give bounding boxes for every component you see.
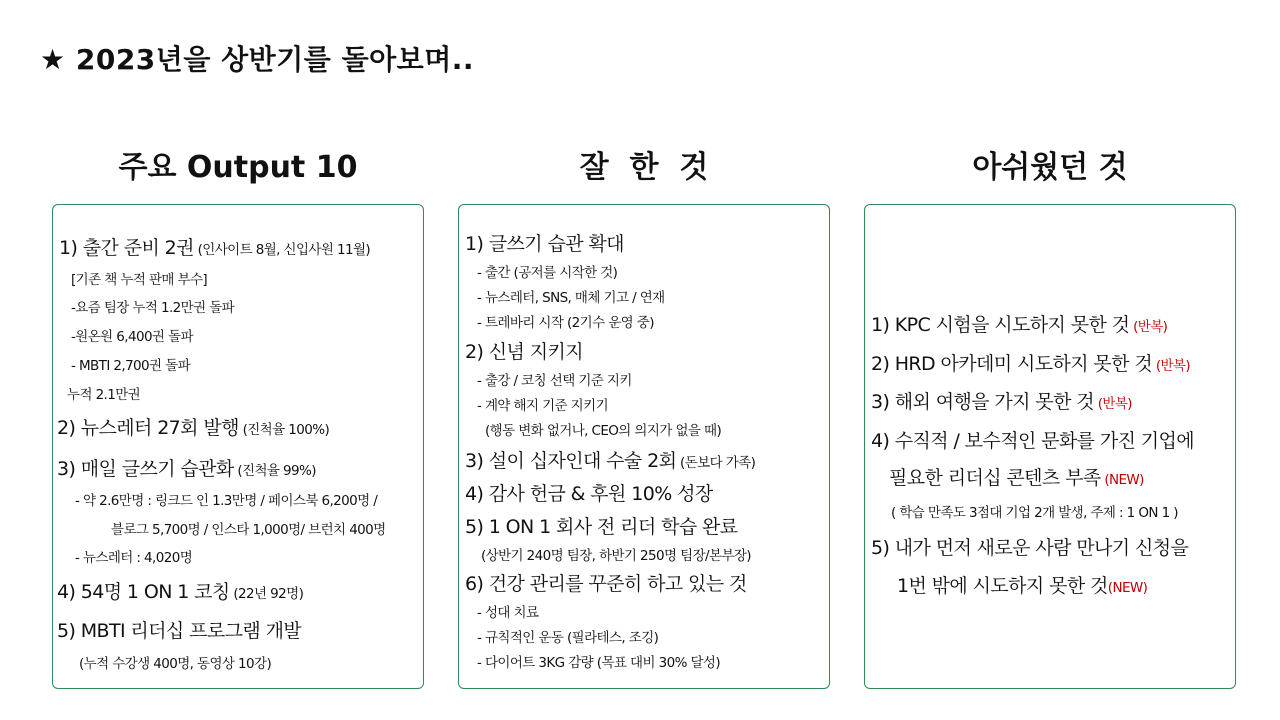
- list-item: -요즘 팀장 누적 1.2만권 돌파: [71, 300, 235, 316]
- list-item: - 다이어트 3KG 감량 (목표 대비 30% 달성): [477, 655, 721, 671]
- regrets-box: [864, 204, 1236, 689]
- list-item: 2) 신념 지키지: [465, 341, 583, 363]
- list-item: ( 학습 만족도 3점대 기업 2개 발생, 주제 : 1 ON 1 ): [891, 505, 1178, 521]
- list-item: 4) 감사 헌금 & 후원 10% 성장: [465, 483, 713, 505]
- list-item: 1) 출간 준비 2권 (인사이트 8월, 신입사원 11월): [59, 237, 371, 259]
- list-item: 1번 밖에 시도하지 못한 것(NEW): [897, 575, 1148, 597]
- column-heading-output: 주요 Output 10: [118, 150, 358, 185]
- list-item: 3) 설이 십자인대 수술 2회 (돈보다 가족): [465, 450, 756, 472]
- list-item: 필요한 리더십 콘텐츠 부족 (NEW): [889, 467, 1144, 489]
- list-item: 4) 54명 1 ON 1 코칭 (22년 92명): [57, 581, 304, 603]
- list-item: (상반기 240명 팀장, 하반기 250명 팀장/본부장): [481, 548, 751, 564]
- list-item: 6) 건강 관리를 꾸준히 하고 있는 것: [465, 573, 747, 595]
- list-item: - 계약 해지 기준 지키기: [477, 398, 609, 414]
- list-item: 5) 1 ON 1 회사 전 리더 학습 완료: [465, 516, 738, 538]
- list-item: (누적 수강생 400명, 동영상 10강): [79, 656, 272, 672]
- list-item: - 약 2.6만명 : 링크드 인 1.3만명 / 페이스북 6,200명 /: [75, 493, 378, 509]
- list-item: 누적 2.1만권: [67, 387, 141, 403]
- output-box: [52, 204, 424, 689]
- list-item: - 뉴스레터 : 4,020명: [75, 550, 193, 566]
- list-item: - 출간 (공저를 시작한 것): [477, 265, 618, 281]
- list-item: - MBTI 2,700권 돌파: [71, 358, 191, 374]
- list-item: (행동 변화 없거나, CEO의 의지가 없을 때): [485, 423, 722, 439]
- list-item: [기존 책 누적 판매 부수]: [71, 272, 208, 288]
- list-item: -원온원 6,400권 돌파: [71, 329, 193, 345]
- list-item: 1) KPC 시험을 시도하지 못한 것 (반복): [871, 314, 1168, 336]
- column-heading-done-well: 잘 한 것: [579, 150, 709, 185]
- list-item: 5) MBTI 리더십 프로그램 개발: [57, 620, 302, 642]
- list-item: - 출강 / 코칭 선택 기준 지키: [477, 373, 632, 389]
- list-item: 블로그 5,700명 / 인스타 1,000명/ 브런치 400명: [111, 522, 386, 538]
- list-item: 1) 글쓰기 습관 확대: [465, 233, 624, 255]
- list-item: 4) 수직적 / 보수적인 문화를 가진 기업에: [871, 430, 1195, 452]
- list-item: - 규칙적인 운동 (필라테스, 조깅): [477, 630, 659, 646]
- list-item: 3) 해외 여행을 가지 못한 것 (반복): [871, 391, 1132, 413]
- list-item: 5) 내가 먼저 새로운 사람 만나기 신청을: [871, 537, 1189, 559]
- column-heading-regrets: 아쉬웠던 것: [972, 150, 1128, 185]
- done-well-box: [458, 204, 830, 689]
- list-item: 2) HRD 아카데미 시도하지 못한 것 (반복): [871, 353, 1191, 375]
- list-item: 2) 뉴스레터 27회 발행 (진척율 100%): [57, 417, 330, 439]
- list-item: - 트레바리 시작 (2기수 운영 중): [477, 315, 654, 331]
- page-title: ★ 2023년을 상반기를 돌아보며..: [40, 43, 475, 76]
- list-item: 3) 매일 글쓰기 습관화 (진척율 99%): [57, 458, 316, 480]
- list-item: - 뉴스레터, SNS, 매체 기고 / 연재: [477, 290, 665, 306]
- list-item: - 성대 치료: [477, 605, 539, 621]
